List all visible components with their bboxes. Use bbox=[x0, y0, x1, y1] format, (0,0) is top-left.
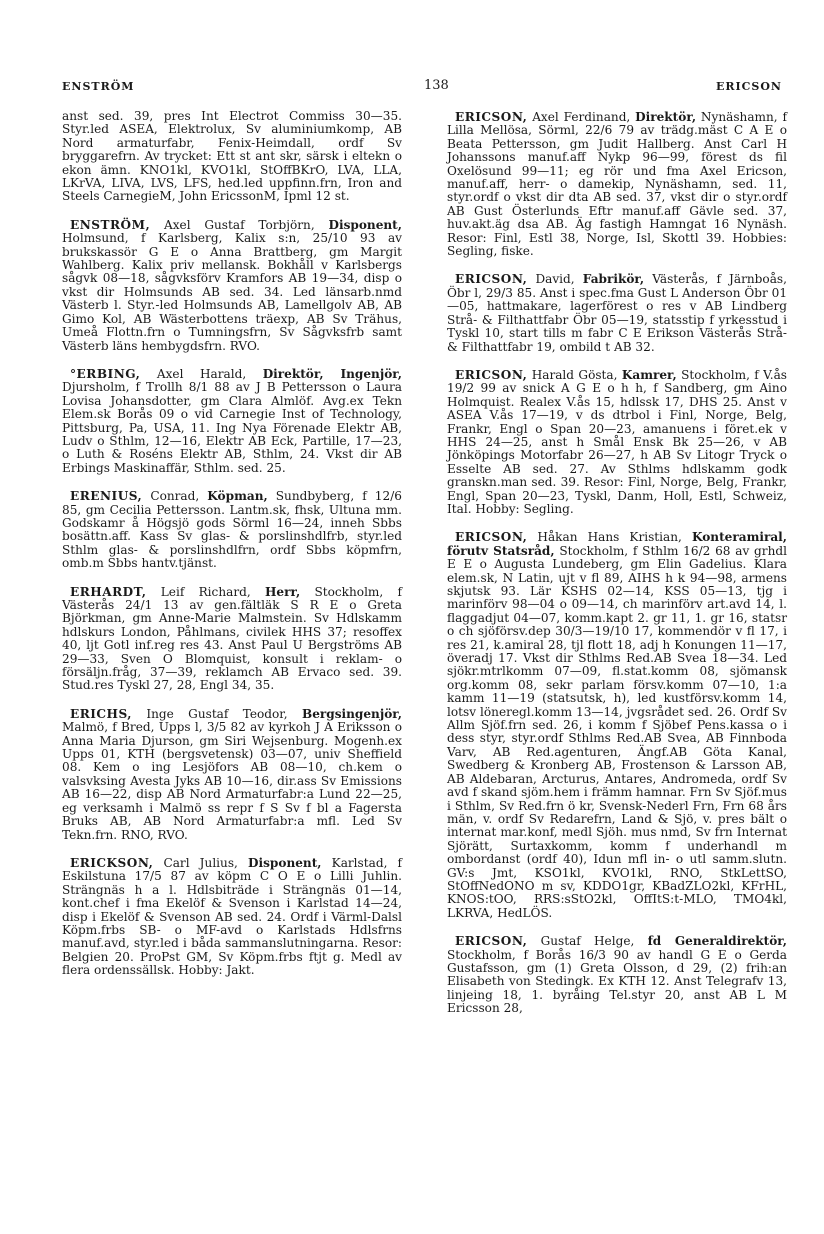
entry-text: Malmö, f Bred, Upps l, 3/5 82 av kyrkoh J A Eriksson o Anna Maria Djurson, gm Siri Wejsenburg. Mogenh.ex Upps 01, KTH (bergsvetensk) 03—07, univ Sheffield 08. Kem o ing Lesjöfors AB 08—10, ch.kem o valsvksing Avesta Jyks AB 10—16, dir.ass Sv Emissions AB 16—22, disp AB Nord Armaturfabr:a Lund 22—25, eg verksamh i Malmö ss repr f S Sv f bl a Fagersta Bruks AB, AB Nord Armaturfabr:a mfl. Led Sv Tekn.frn. RNO, RVO. bbox=[62, 720, 402, 842]
right-column bbox=[447, 111, 787, 1031]
entry bbox=[447, 935, 787, 1015]
entry bbox=[447, 531, 787, 920]
entry-title: Direktör, bbox=[635, 110, 697, 124]
entry bbox=[62, 490, 402, 570]
entry bbox=[447, 369, 787, 516]
entry-surname: ERHARDT, bbox=[70, 584, 147, 599]
entry-title: Disponent, bbox=[248, 855, 322, 870]
entry-surname: ERICHS, bbox=[70, 706, 132, 721]
entry-given-names: Harald Gösta, bbox=[531, 367, 618, 382]
entry bbox=[447, 273, 787, 353]
entry-text: Karlstad, f Eskilstuna 17/5 87 av köpm C O E o Lilli Juhlin. Strängnäs h a l. Hdlsbiträde i Strängnäs 01—14, kont.chef i fma Ekelöf & Svenson i Karlstad 14—24, disp i Ekelöf & Svenson AB sed. 24. Ordf i Värml-Dalsl Köpm.frbs SB- o MF-avd o Karlstads Hdlsfrns manuf.avd, styr.led i båda sammanslutningarna. Resor: Belgien 20. ProPst GM, Sv Köpm.frbs ftjt g. Medl av flera ordenssällsk. Hobby: Jakt. bbox=[62, 855, 403, 978]
entry-title: Köpman, bbox=[207, 489, 268, 504]
entry-surname: ERICSON, bbox=[455, 530, 528, 545]
entry-continuation bbox=[62, 110, 402, 204]
entry-surname: ENSTRÖM, bbox=[70, 217, 151, 232]
entry-text: Djursholm, f Trollh 8/1 88 av J B Pettersson o Laura Lovisa Johansdotter, gm Clara Almlöf. Avg.ex Tekn Elem.sk Borås 09 o vid Carnegie Inst of Technology, Pittsburg, Pa, USA, 11. Ing Nya Förenade Elektr AB, Ludv o Sthlm, 12—16, Elektr AB Eck, Partille, 17—23, o Luth & Roséns Elektr AB, Sthlm, 24. Vkst dir AB Erbings Maskinaffär, Sthlm. sed. 25. bbox=[62, 380, 402, 475]
entry-given-names: Axel Harald, bbox=[156, 366, 247, 381]
entry-given-names: Inge Gustaf Teodor, bbox=[146, 706, 288, 721]
entry-given-names: Leif Richard, bbox=[160, 584, 251, 599]
entry-title: Fabrikör, bbox=[582, 272, 645, 287]
entry-title: Kamrer, bbox=[621, 367, 677, 382]
entry-title: fd Generaldirektör, bbox=[647, 934, 787, 949]
entry-text: anst sed. 39, pres Int Electrot Commiss 30—35. Styr.led ASEA, Elektrolux, Sv aluminiumkomp, AB Nord armaturfabr, Fenix-Heimdall, ordf Sv bryggarefrn. Av trycket: Ett st ant skr, särsk i eltekn o ekon ämn. KNO1kl, KVO1kl, StOffBKrO, LVA, LLA, LKrVA, LIVA, LVS, LFS, hed.led uppfinn.frn, Iron and Steels CarnegieM, John EricssonM, Ipml 12 st. bbox=[62, 109, 402, 204]
entry bbox=[62, 857, 402, 978]
entry bbox=[62, 586, 402, 693]
entry-text: Stockholm, f Borås 16/3 90 av handl G E o Gerda Gustafsson, gm (1) Greta Olsson, d 29, (2) frih:an Elisabeth von Stedingk. Ex KTH 12. Anst Telegrafv 13, linjeing 18, 1. byråing Tel.styr 20, anst AB L M Ericsson 28, bbox=[447, 947, 787, 1016]
entry bbox=[447, 111, 787, 258]
entry-surname: ERICSON, bbox=[455, 272, 528, 287]
entry-given-names: Axel Ferdinand, bbox=[532, 110, 631, 124]
entry-text: Stockholm, f Sthlm 16/2 68 av grhdl E E o Augusta Lundeberg, gm Elin Gadelius. Klara elem.sk, N Latin, ujt v fl 89, AIHS h k 94—98, armens skjutsk 93. Lär KSHS 02—14, KSS 05—13, tjg i marinförv 98—04 o 09—14, ch marinförv art.avd 14, l. flaggadjut 04—07, komm.kapt 2. gr 11, 1. gr 16, statsr o ch sjöförsv.dep 30/3—19/10 17, kommendör v fl 17, i res 21, k.amiral 28, tjl flott 18, adj h Konungen 11—17, överadj 17. Vkst dir Sthlms Red.AB Svea 18—34. Led sjökr.mtrlkomm 07—09, fl.stat.komm 08, sjömansk org.komm 08, sekr parlam försv.komm 07—10, 1:a kamm 11—19 (statsutsk, h), led kustförsv.komm 14, lotsv löneregl.komm 13—14, jvgsrådet sed. 26. Ordf Sv Allm Sjöf.frn sed. 26, i komm f Sjöbef Pens.kassa o i dess styr, styr.ordf Sthlms Red.AB Svea, AB Finnboda Varv, AB Red.agenturen, Ängf.AB Göta Kanal, Swedberg & Kronberg AB, Frostenson & Larsson AB, AB Aldebaran, Arcturus, Antares, Andromeda, ordf Sv avd f skand sjöm.hem i främm hamnar. Frn Sv Sjöf.mus i Sthlm, Sv Red.frn ö kr, Svensk-Nederl Frn, Frn 68 års män, v. ordf Sv Redarefrn, Land & Sjö, v. pres bält o internat mar.konf, medl Sjöh. mus nmd, Sv frn Internat Sjörätt, Surtaxkomm, komm f underhandl m ombordanst (ordf 40), Idun mfl in- o utl samm.slutn. GV:s Jmt, KSO1kl, KVO1kl, RNO, StkLettSO, StOffNedONO m sv, KDDO1gr, KBadZLO2kl, KFrHL, KNOS:tOO, RRS:sStO2kl, OffItS:t-MLO, TMO4kl, LKRVA, HedLÖS. bbox=[447, 543, 787, 920]
entry-given-names: David, bbox=[535, 272, 575, 287]
entry-given-names: Gustaf Helge, bbox=[540, 934, 635, 949]
entry-title: Direktör, Ingenjör, bbox=[262, 366, 402, 381]
entry-text: Västerås, f Järnboås, Öbr l, 29/3 85. Anst i spec.fma Gust L Anderson Öbr 01—05, hattmakare, lagerförest o res v AB Lindberg Strå- & Filthattfabr Öbr 05—19, statsstip f yrkesstud i Tyskl 10, start tills m fabr C E Erikson Västerås Strå- & Filthattfabr 19, ombild t AB 32. bbox=[447, 272, 788, 354]
running-header bbox=[62, 80, 782, 98]
entry-surname: °ERBING, bbox=[70, 366, 141, 381]
entry bbox=[62, 368, 402, 475]
entry bbox=[62, 219, 402, 353]
entry-text: Nynäshamn, f Lilla Mellösa, Sörml, 22/6 79 av trädg.mäst C A E o Beata Pettersson, gm Judit Hallberg. Anst Carl H Johanssons manuf.aff Nykp 96—99, förest ds fil Oxelösund 99—11; eg rör und fma Axel Ericson, manuf.aff, herr- o damekip, Nynäshamn, sed. 11, styr.ordf o vkst dir dta AB sed. 37, vkst dir o styr.ordf AB Gust Österlunds Eftr manuf.aff Gävle sed. 37, huv.akt.äg dsa AB. Äg fastigh Hamngat 16 Nynäsh. Resor: Finl, Estl 38, Norge, Isl, Skottl 39. Hobbies: Segling, fiske. bbox=[447, 110, 787, 259]
entry-given-names: Conrad, bbox=[150, 489, 200, 504]
entry-title: Konteramiral, förutv Statsråd, bbox=[447, 530, 787, 558]
entry-surname: ERICSON, bbox=[455, 110, 528, 124]
entry-text: Stockholm, f Västerås 24/1 13 av gen.fältläk S R E o Greta Björkman, gm Anne-Marie Malmstein. Sv Hdlskamm hdlskurs London, Påhlmans, civilek HHS 37; resoffex 40, ljt Gotl inf.reg res 43. Anst Paul U Bergströms AB 29—33, Sven O Blomquist, konsult i reklam- o försäljn.fråg, 37—39, reklamch AB Ervaco sed. 39. Stud.res Tyskl 27, 28, Engl 34, 35. bbox=[62, 584, 402, 693]
header-right-name: ERICSON bbox=[715, 80, 782, 93]
entry-given-names: Håkan Hans Kristian, bbox=[537, 530, 682, 545]
left-column bbox=[62, 110, 402, 993]
entry-surname: ERICKSON, bbox=[70, 855, 154, 870]
entry-title: Disponent, bbox=[328, 217, 402, 232]
entry-text: Sundbyberg, f 12/6 85, gm Cecilia Pettersson. Lantm.sk, fhsk, Ultuna mm. Godskamr å Högsjö gods Sörml 16—24, inneh Sbbs bosättn.aff. Kass Sv glas- & porslinshdlfrb, styr.led Sthlm glas- & porslinshdlfrn, ordf Sbbs köpmfrn, omb.m Sbbs hantv.tjänst. bbox=[62, 489, 402, 571]
entry-text: Holmsund, f Karlsberg, Kalix s:n, 25/10 93 av brukskassör G E o Anna Brattberg, gm Margit Wahlberg. Kalix priv mellansk. Bokhåll v Karlsbergs sågvk 08—18, sågvksförv Kramfors AB 19—34, disp o vkst dir Holmsunds AB sed. 34. Led länsarb.nmd Västerb l. Styr.-led Holmsunds AB, Lamellgolv AB, AB Gimo Kol, AB Wästerbottens träexp, AB Sv Trähus, Umeå Flottn.frn o Tumningsfrn, Sv Sågvksfrb samt Västerb läns hembygdsfrn. RVO. bbox=[62, 231, 402, 353]
entry-text: Stockholm, f V.ås 19/2 99 av snick A G E o h h, f Sandberg, gm Aino Holmquist. Realex V.ås 15, hdlssk 17, DHS 25. Anst v ASEA V.ås 17—19, v ds dtrbol i Finl, Norge, Belg, Frankr, Engl o Span 20—23, amanuens i föret.ek v HHS 24—25, anst h Smål Ensk Bk 25—26, v AB Jönköpings Motorfabr 26—27, h AB Sv Litogr Tryck o Esselte AB sed. 27. Av Sthlms hdlskamm godk granskn.man sed. 39. Resor: Finl, Norge, Belg, Frankr, Engl, Span 20—23, Tyskl, Danm, Holl, Estl, Schweiz, Ital. Hobby: Segling. bbox=[447, 367, 787, 516]
entry-title: Bergsingenjör, bbox=[301, 706, 402, 721]
entry-surname: ERICSON, bbox=[455, 367, 528, 382]
header-left-name: ENSTRÖM bbox=[62, 80, 135, 93]
entry-given-names: Axel Gustaf Torbjörn, bbox=[163, 217, 315, 232]
entry bbox=[62, 708, 402, 842]
entry-given-names: Carl Julius, bbox=[163, 855, 238, 870]
entry-surname: ERENIUS, bbox=[70, 489, 143, 504]
page-number: 138 bbox=[424, 78, 449, 93]
entry-surname: ERICSON, bbox=[455, 934, 528, 949]
entry-title: Herr, bbox=[264, 584, 301, 599]
